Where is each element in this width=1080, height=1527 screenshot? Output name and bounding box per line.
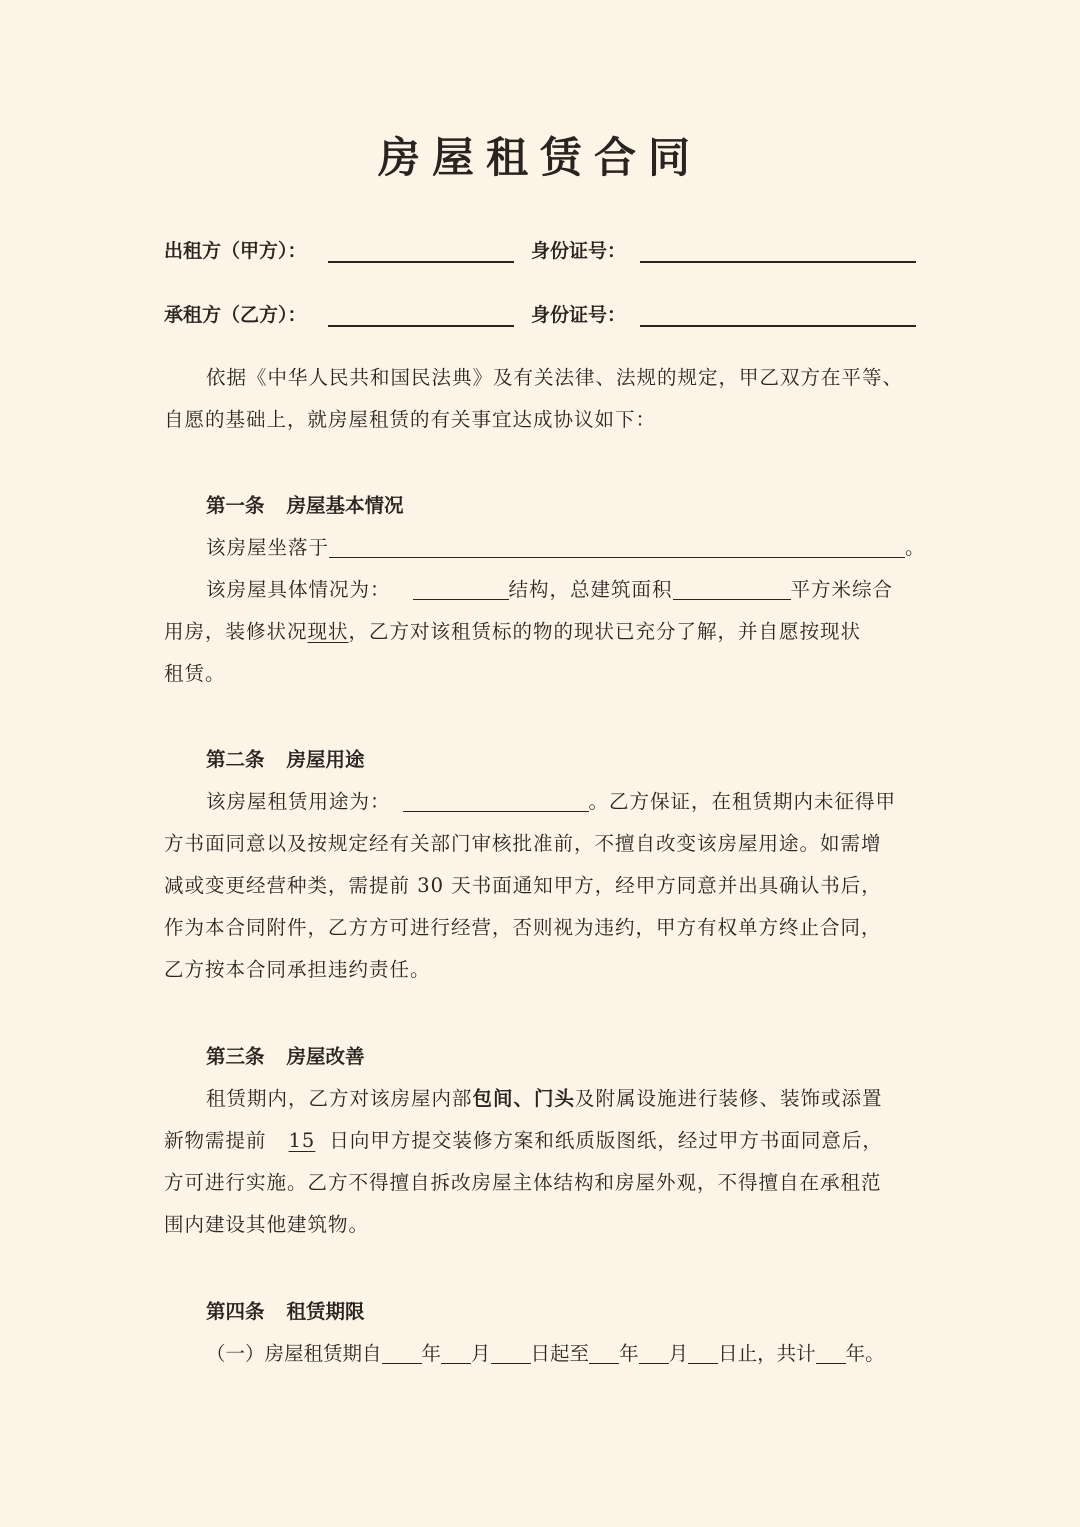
article-1-detail bbox=[164, 569, 966, 611]
location-blank[interactable] bbox=[329, 533, 905, 558]
advance-days-value: 15 bbox=[288, 1129, 316, 1152]
location-label: 该房屋坐落于 bbox=[206, 536, 330, 559]
use-blank[interactable] bbox=[403, 787, 589, 812]
lessor-row bbox=[164, 231, 924, 271]
decoration-text: ，乙方对该租赁标的物的现状已充分了解，并自愿按现状 bbox=[348, 620, 862, 643]
article-2-line-2: 方书面同意以及按规定经有关部门审核批准前，不擅自改变该房屋用途。如需增 bbox=[164, 832, 882, 855]
article-2-heading bbox=[206, 739, 365, 781]
article-2-title: 房屋用途 bbox=[286, 748, 365, 771]
article-3-line-4: 围内建设其他建筑物。 bbox=[164, 1213, 370, 1236]
article-4-heading bbox=[206, 1291, 365, 1333]
lessor-id-label: 身份证号： bbox=[531, 240, 627, 262]
lessee-row bbox=[164, 295, 924, 335]
article-3-heading bbox=[206, 1036, 365, 1078]
end-month-unit: 月 bbox=[668, 1342, 689, 1365]
article-2-line-1 bbox=[164, 781, 966, 823]
lessor-label: 出租方（甲方）： bbox=[164, 240, 307, 262]
article-3-title: 房屋改善 bbox=[286, 1045, 365, 1068]
detail-label: 该房屋具体情况为： bbox=[206, 578, 391, 601]
start-day-blank[interactable] bbox=[491, 1339, 531, 1364]
article-1-location bbox=[164, 527, 966, 569]
end-month-blank[interactable] bbox=[639, 1339, 669, 1364]
advance-label: 新物需提前 bbox=[164, 1129, 267, 1152]
start-month-blank[interactable] bbox=[441, 1339, 471, 1364]
improve-text-b: 及附属设施进行装修、装饰或添置 bbox=[575, 1087, 883, 1110]
advance-text: 日向甲方提交装修方案和纸质版图纸，经过甲方书面同意后， bbox=[329, 1129, 883, 1152]
end-year-unit: 年 bbox=[619, 1342, 639, 1365]
improve-bold-items: 包间、门头 bbox=[472, 1087, 576, 1110]
total-years-blank[interactable] bbox=[816, 1339, 846, 1364]
detail-structure-text: 结构，总建筑面积 bbox=[508, 578, 673, 601]
lessor-name-blank[interactable] bbox=[328, 261, 514, 263]
lessee-label: 承租方（乙方）： bbox=[164, 304, 307, 326]
article-1-heading bbox=[206, 485, 404, 527]
article-2-number: 第二条 bbox=[206, 748, 265, 771]
article-4-title: 租赁期限 bbox=[286, 1300, 365, 1323]
start-year-blank[interactable] bbox=[382, 1339, 422, 1364]
article-1-line-3 bbox=[164, 611, 924, 653]
article-2-line-4: 作为本合同附件，乙方方可进行经营，否则视为违约，甲方有权单方终止合同， bbox=[164, 916, 882, 939]
use-after: 。乙方保证，在租赁期内未征得甲 bbox=[588, 790, 897, 813]
article-3-line-3: 方可进行实施。乙方不得擅自拆改房屋主体结构和房屋外观，不得擅自在承租范 bbox=[164, 1171, 882, 1194]
detail-area-unit: 平方米综合 bbox=[790, 578, 894, 601]
lessee-id-label: 身份证号： bbox=[531, 304, 627, 326]
article-1-number: 第一条 bbox=[206, 494, 265, 517]
term-label: （一）房屋租赁期自 bbox=[206, 1342, 382, 1365]
lessee-id-blank[interactable] bbox=[640, 325, 916, 327]
article-4-number: 第四条 bbox=[206, 1300, 265, 1323]
total-years-unit: 年。 bbox=[845, 1342, 885, 1365]
article-2-line-3: 减或变更经营种类，需提前 30 天书面通知甲方，经甲方同意并出具确认书后， bbox=[164, 874, 882, 897]
article-4-term-line bbox=[206, 1333, 966, 1375]
preamble-line-2: 自愿的基础上，就房屋租赁的有关事宜达成协议如下： bbox=[164, 408, 657, 431]
lessor-id-blank[interactable] bbox=[640, 261, 916, 263]
location-end: 。 bbox=[905, 536, 926, 559]
article-2-line-5: 乙方按本合同承担违约责任。 bbox=[164, 958, 431, 981]
preamble-line-1: 依据《中华人民共和国民法典》及有关法律、法规的规定，甲乙双方在平等、 bbox=[206, 366, 904, 389]
article-3-line-1 bbox=[164, 1078, 966, 1120]
area-blank[interactable] bbox=[673, 575, 791, 600]
structure-blank[interactable] bbox=[413, 575, 509, 600]
decoration-label: 用房，装修状况 bbox=[164, 620, 308, 643]
article-1-line-4: 租赁。 bbox=[164, 662, 226, 685]
end-day-blank[interactable] bbox=[688, 1339, 718, 1364]
article-3-number: 第三条 bbox=[206, 1045, 265, 1068]
end-day-unit: 日止，共计 bbox=[718, 1342, 816, 1365]
improve-text-a: 租赁期内，乙方对该房屋内部 bbox=[206, 1087, 473, 1110]
decoration-status-value: 现状 bbox=[307, 620, 349, 643]
document-title: 房屋租赁合同 bbox=[377, 133, 702, 182]
start-month-unit: 月 bbox=[471, 1342, 491, 1365]
article-1-title: 房屋基本情况 bbox=[286, 494, 404, 517]
start-year-unit: 年 bbox=[421, 1342, 442, 1365]
article-3-line-2 bbox=[164, 1120, 924, 1162]
end-year-blank[interactable] bbox=[589, 1339, 619, 1364]
use-label: 该房屋租赁用途为： bbox=[206, 790, 391, 813]
start-day-unit: 日起至 bbox=[530, 1342, 590, 1365]
lessee-name-blank[interactable] bbox=[328, 325, 514, 327]
